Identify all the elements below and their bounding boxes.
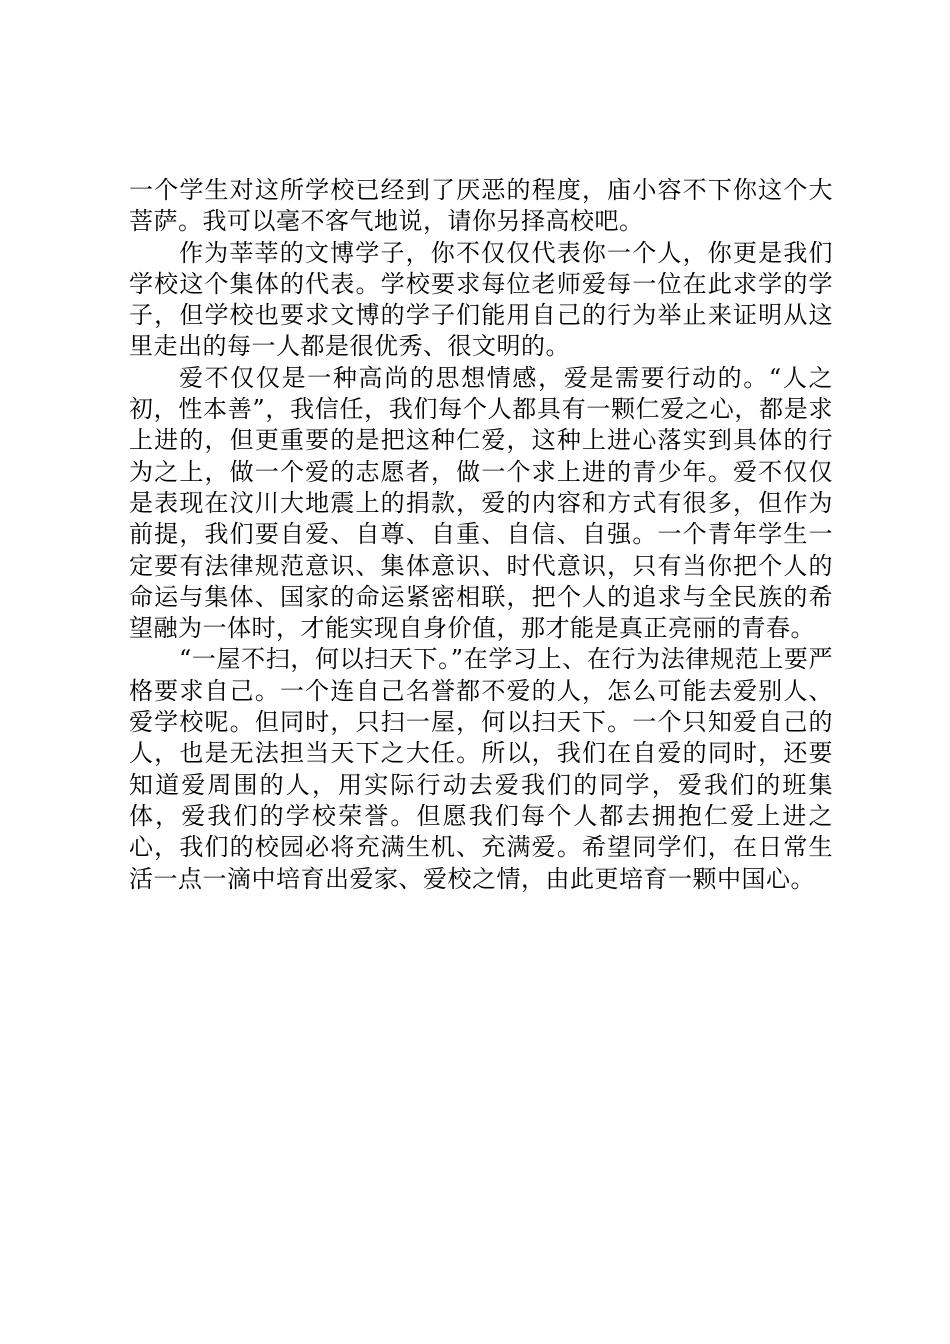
paragraph-1: 一个学生对这所学校已经到了厌恶的程度，庙小容不下你这个大菩萨。我可以毫不客气地说，请你另择高校吧。 — [129, 176, 833, 236]
paragraph-2: 作为莘莘的文博学子，你不仅仅代表你一个人，你更是我们学校这个集体的代表。学校要求每位老师爱每一位在此求学的学子，但学校也要求文博的学子们能用自己的行为举止来证明从这里走出的每一人都是很优秀、很文明的。 — [129, 238, 833, 361]
paragraph-3: 爱不仅仅是一种高尚的思想情感，爱是需要行动的。“人之初，性本善”，我信任，我们每个人都具有一颗仁爱之心，都是求上进的，但更重要的是把这种仁爱，这种上进心落实到具体的行为之上，做一个爱的志愿者，做一个求上进的青少年。爱不仅仅是表现在汶川大地震上的捐款，爱的内容和方式有很多，但作为前提，我们要自爱、自尊、自重、自信、自强。一个青年学生一定要有法律规范意识、集体意识、时代意识，只有当你把个人的命运与集体、国家的命运紧密相联，把个人的追求与全民族的希望融为一体时，才能实现自身价值，那才能是真正亮丽的青春。 — [129, 363, 833, 643]
paragraph-4: “一屋不扫，何以扫天下。”在学习上、在行为法律规范上要严格要求自己。一个连自己名誉都不爱的人，怎么可能去爱别人、爱学校呢。但同时，只扫一屋，何以扫天下。一个只知爱自己的人，也是无法担当天下之大任。所以，我们在自爱的同时，还要知道爱周围的人，用实际行动去爱我们的同学，爱我们的班集体，爱我们的学校荣誉。但愿我们每个人都去拥抱仁爱上进之心，我们的校园必将充满生机、充满爱。希望同学们，在日常生活一点一滴中培育出爱家、爱校之情，由此更培育一颗中国心。 — [129, 645, 833, 893]
document-body — [129, 175, 833, 895]
